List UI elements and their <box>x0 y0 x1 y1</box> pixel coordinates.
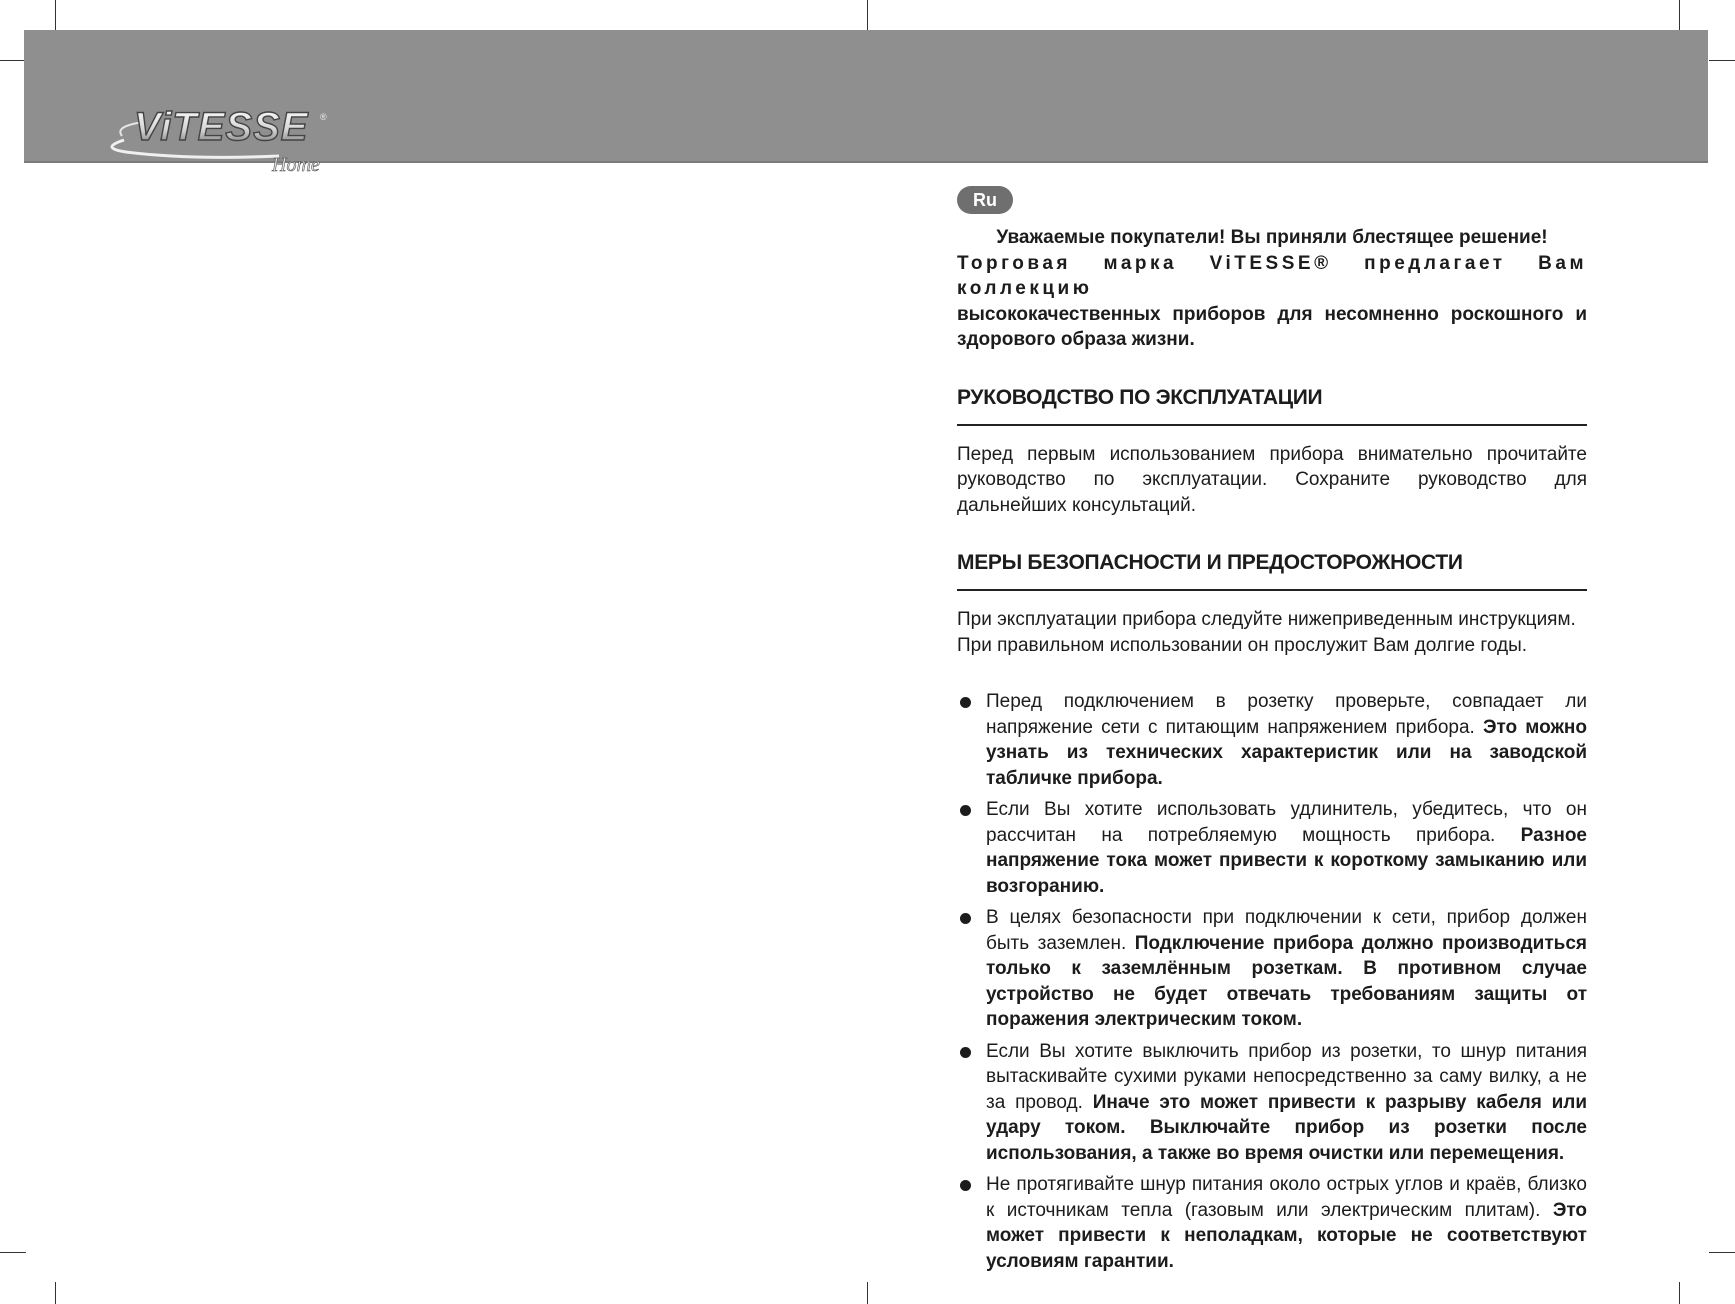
svg-text:®: ® <box>320 112 327 122</box>
intro-line-1: Торговая марка ViTESSE® предлагает Вам коллекцию <box>957 252 1587 299</box>
safety-heading: МЕРЫ БЕЗОПАСНОСТИ И ПРЕДОСТОРОЖНОСТИ <box>957 549 1587 591</box>
safety-intro-line-2: При правильном использовании он прослужит Вам долгие годы. <box>957 634 1528 656</box>
intro-rest: высококачественных приборов для несомненно роскошного и здорового образа жизни. <box>957 303 1587 350</box>
bullet-icon <box>960 1047 971 1058</box>
bullet-icon <box>960 913 971 924</box>
header-band <box>24 30 1708 176</box>
manual-page <box>957 186 1587 1280</box>
crop-mark <box>867 1282 868 1304</box>
crop-mark <box>1679 1282 1680 1304</box>
crop-mark <box>0 1252 26 1253</box>
manual-text: Перед первым использованием прибора внимательно прочитайте руководство по эксплуатации. Сохраните руководство для дальнейших консультаций. <box>957 443 1587 516</box>
crop-mark <box>867 0 868 30</box>
manual-heading: РУКОВОДСТВО ПО ЭКСПЛУАТАЦИИ <box>957 384 1587 426</box>
greeting: Уважаемые покупатели! Вы приняли блестящее решение! <box>996 227 1548 248</box>
list-item: Перед подключением в розетку проверьте, совпадает ли напряжение сети с питающим напряжением прибора. Это можно узнать из технических характеристик или на заводской табличке прибора. <box>957 689 1587 791</box>
crop-mark <box>0 60 26 61</box>
svg-text:Home: Home <box>272 154 320 176</box>
crop-mark <box>1709 60 1735 61</box>
intro-text <box>957 251 1587 353</box>
list-item: Если Вы хотите использовать удлинитель, убедитесь, что он рассчитан на потребляемую мощность прибора. Разное напряжение тока может привести к короткому замыканию или возгоранию. <box>957 797 1587 899</box>
language-badge: Ru <box>957 186 1013 214</box>
crop-mark <box>1709 1252 1735 1253</box>
crop-mark <box>1679 0 1680 30</box>
vitesse-logo <box>94 78 354 188</box>
crop-mark <box>55 0 56 30</box>
svg-text:ViTESSE: ViTESSE <box>134 105 309 149</box>
bullet-icon <box>960 697 971 708</box>
safety-intro-line-1: При эксплуатации прибора следуйте нижеприведенным инструкциям. <box>957 609 1576 630</box>
list-item: В целях безопасности при подключении к сети, прибор должен быть заземлен. Подключение прибора должно производиться только к заземлённым розеткам. В противном случае устройство не будет отвечать требованиям защиты от поражения электрическим током. <box>957 905 1587 1033</box>
list-item: Не протягивайте шнур питания около острых углов и краёв, близко к источникам тепла (газовым или электрическим плитам). Это может привести к неполадкам, которые не соответствуют условиям гарантии. <box>957 1172 1587 1274</box>
list-item: Если Вы хотите выключить прибор из розетки, то шнур питания вытаскивайте сухими руками непосредственно за саму вилку, а не за провод. Иначе это может привести к разрыву кабеля или удару током. Выключайте прибор из розетки после использования, а также во время очистки или перемещения. <box>957 1039 1587 1167</box>
safety-intro <box>957 607 1587 658</box>
bullet-icon <box>960 1180 971 1191</box>
bullet-icon <box>960 805 971 816</box>
crop-mark <box>55 1282 56 1304</box>
safety-list <box>957 689 1587 1274</box>
